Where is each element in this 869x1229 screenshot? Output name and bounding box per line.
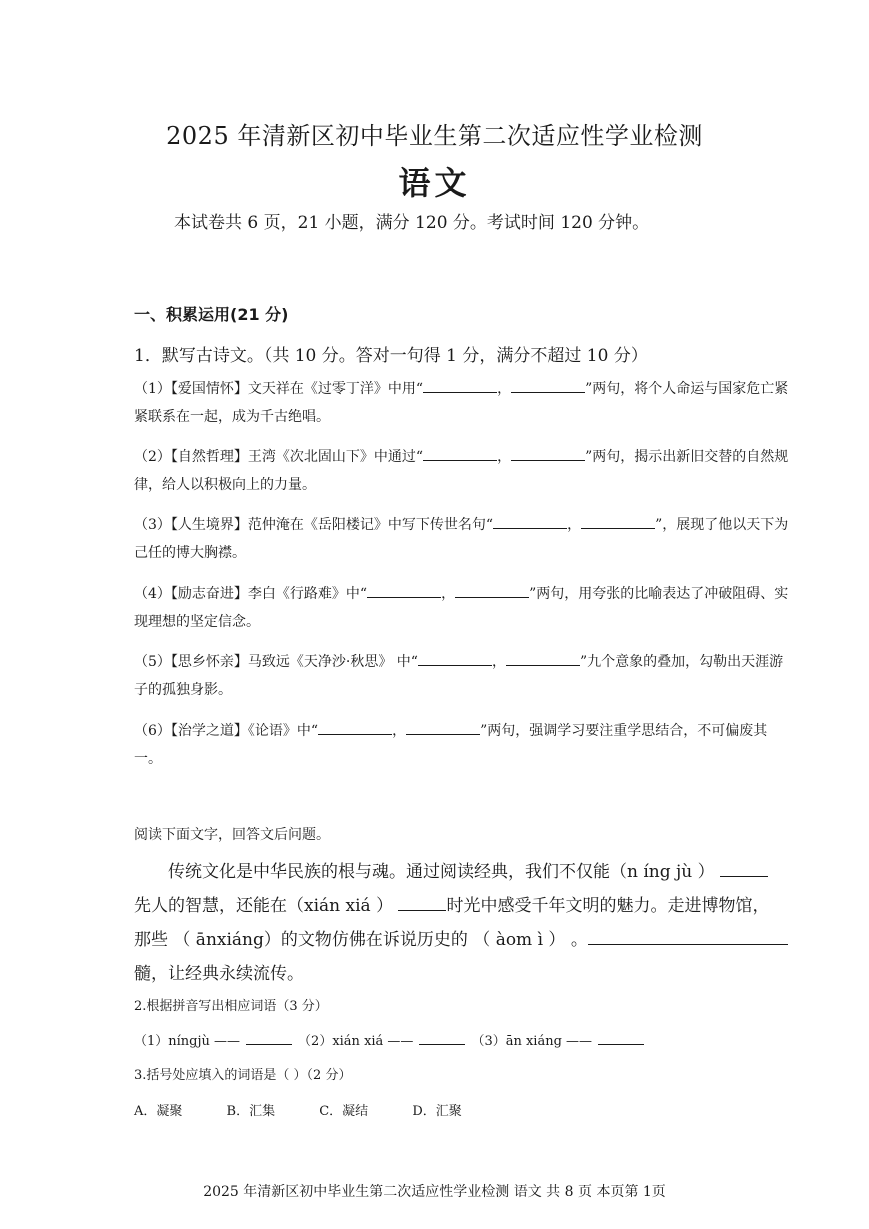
- poem-item-3: （3）【人生境界】范仲淹在《岳阳楼记》中写下传世名句“ ， ”，展现了他以天下为己任的博大胸襟。: [134, 511, 794, 567]
- exam-intro: 本试卷共 6 页，21 小题，满分 120 分。考试时间 120 分钟。: [174, 213, 650, 233]
- subject-title: 语文: [398, 164, 471, 202]
- answer-blank[interactable]: [419, 1032, 465, 1045]
- answer-blank[interactable]: [581, 514, 655, 529]
- poem-item-2: （2）【自然哲理】王湾《次北固山下》中通过“ ， ”两句，揭示出新旧交替的自然规律，给人以积极向上的力量。: [134, 443, 794, 499]
- question-2-parts: （1）níngjù —— （2）xián xiá —— （3）ān xiáng ——: [134, 1030, 650, 1049]
- option-d[interactable]: D．汇聚: [412, 1104, 462, 1119]
- answer-blank[interactable]: [511, 378, 585, 393]
- page-footer: 2025 年清新区初中毕业生第二次适应性学业检测 语文 共 8 页 本页第 1页: [203, 1184, 666, 1200]
- option-c[interactable]: C．凝结: [319, 1104, 369, 1119]
- poem-item-6: （6）【治学之道】《论语》中“ ， ”两句，强调学习要注重学思结合，不可偏废其一。: [134, 717, 794, 773]
- option-a[interactable]: A．凝聚: [134, 1104, 183, 1119]
- poem-item-4: （4）【励志奋进】李白《行路难》中“ ， ”两句，用夸张的比喻表达了冲破阻碍、实现理想的坚定信念。: [134, 580, 794, 636]
- answer-blank[interactable]: [511, 446, 585, 461]
- question-2-stem: 2.根据拼音写出相应词语（3 分）: [134, 999, 328, 1014]
- pinyin-blank[interactable]: [398, 894, 446, 911]
- poem-item-1: （1）【爱国情怀】文天祥在《过零丁洋》中用“ ， ”两句，将个人命运与国家危亡紧紧联系在一起，成为千古绝唱。: [134, 375, 794, 431]
- question-3-stem: 3.括号处应填入的词语是（ ）（2 分）: [134, 1068, 352, 1083]
- answer-blank[interactable]: [506, 651, 580, 666]
- reading-intro: 阅读下面文字，回答文后问题。: [134, 827, 330, 843]
- answer-blank[interactable]: [493, 514, 567, 529]
- question-3-options: [134, 1100, 502, 1119]
- section-heading: 一、积累运用(21 分): [134, 305, 289, 324]
- question-1-stem: 1．默写古诗文。（共 10 分。答对一句得 1 分，满分不超过 10 分）: [134, 346, 648, 366]
- poem-item-5: （5）【思乡怀亲】马致远《天净沙·秋思》 中“ ， ”九个意象的叠加，勾勒出天涯游子的孤独身影。: [134, 648, 794, 704]
- answer-blank[interactable]: [455, 583, 529, 598]
- reading-passage: 传统文化是中华民族的根与魂。通过阅读经典，我们不仅能（n íng jù ） 先人的智慧，还能在（xián xiá ） 时光中感受千年文明的魅力。走进博物馆， 那些 （ ānxiáng）的文物仿佛在诉说历史的 （ àom ì ） 。 髓，让经典永续流传。: [134, 855, 796, 991]
- exam-title: 2025 年清新区初中毕业生第二次适应性学业检测: [166, 122, 703, 150]
- option-b[interactable]: B．汇集: [226, 1104, 276, 1119]
- sentence-blank[interactable]: [588, 928, 788, 945]
- answer-blank[interactable]: [367, 583, 441, 598]
- answer-blank[interactable]: [246, 1032, 292, 1045]
- answer-blank[interactable]: [423, 378, 497, 393]
- answer-blank[interactable]: [423, 446, 497, 461]
- pinyin-blank[interactable]: [720, 860, 768, 877]
- answer-blank[interactable]: [406, 720, 480, 735]
- answer-blank[interactable]: [318, 720, 392, 735]
- answer-blank[interactable]: [418, 651, 492, 666]
- answer-blank[interactable]: [598, 1032, 644, 1045]
